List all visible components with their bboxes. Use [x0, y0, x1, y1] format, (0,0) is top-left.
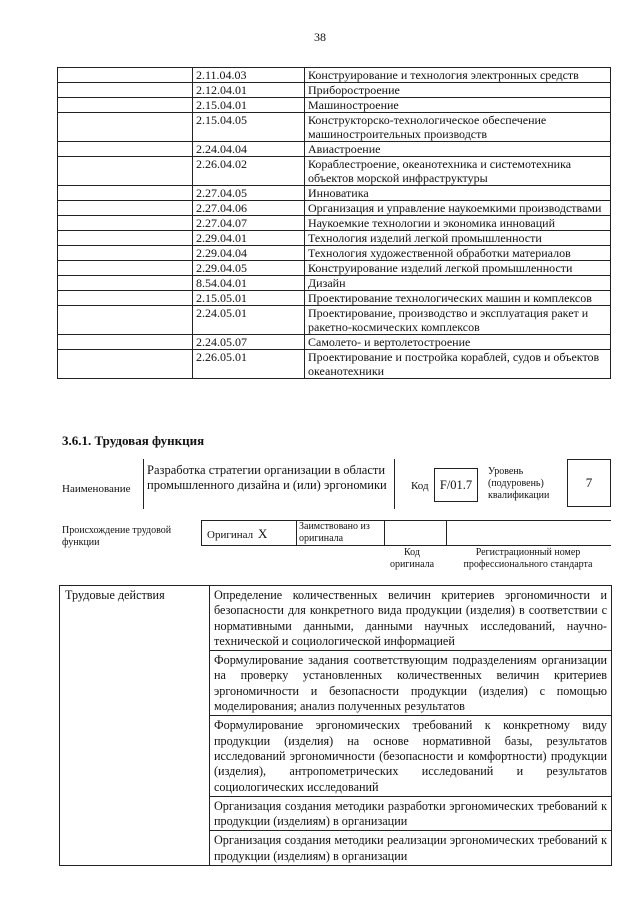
code-caption: Код оригинала: [389, 547, 435, 570]
table-row: [58, 98, 611, 113]
action-item: Организация создания методики разработки эргономических требований к продукции (изделиям) в организации: [210, 796, 612, 831]
program-code: 2.15.04.01: [193, 98, 305, 113]
actions-table: [59, 585, 612, 866]
empty-cell: [58, 291, 193, 306]
table-row: [58, 142, 611, 157]
empty-cell: [58, 157, 193, 186]
empty-cell: [58, 201, 193, 216]
program-name: Приборостроение: [305, 83, 611, 98]
table-row: [58, 201, 611, 216]
table-row: [58, 291, 611, 306]
reg-caption: Регистрационный номер профессионального стандарта: [463, 547, 593, 570]
program-code: 2.11.04.03: [193, 68, 305, 83]
program-code: 2.27.04.05: [193, 186, 305, 201]
table-row: [58, 350, 611, 379]
original-mark: X: [258, 526, 268, 541]
program-name: Проектирование и постройка кораблей, судов и объектов океанотехники: [305, 350, 611, 379]
program-code: 2.29.04.05: [193, 261, 305, 276]
table-row: [60, 586, 612, 651]
section-title: 3.6.1. Трудовая функция: [62, 433, 205, 448]
program-name: Авиастроение: [305, 142, 611, 157]
empty-cell: [58, 83, 193, 98]
original-label: Оригинал: [207, 529, 254, 541]
program-name: Конструкторско-технологическое обеспечение машиностроительных производств: [305, 113, 611, 142]
program-code: 2.29.04.01: [193, 231, 305, 246]
function-name: Разработка стратегии организации в области промышленного дизайна и (или) эргономики: [143, 459, 395, 509]
program-code: 2.27.04.06: [193, 201, 305, 216]
program-name: Технология изделий легкой промышленности: [305, 231, 611, 246]
program-name: Технология художественной обработки материалов: [305, 246, 611, 261]
level-label: Уровень (подуровень) квалификации: [488, 466, 550, 501]
program-code: 2.12.04.01: [193, 83, 305, 98]
action-item: Формулирование задания соответствующим подразделениям организации на проверку установленных количественных величин критериев эргономичности и безопасности продукции (изделия) с помощью моделирования; анализ полученных результатов: [210, 651, 612, 716]
empty-cell: [58, 186, 193, 201]
table-row: [58, 68, 611, 83]
program-code: 2.27.04.07: [193, 216, 305, 231]
borrowed-label: Заимствовано из оригинала: [299, 521, 370, 544]
program-code: 2.24.05.07: [193, 335, 305, 350]
table-row: [58, 246, 611, 261]
empty-cell: [58, 216, 193, 231]
empty-cell: [58, 246, 193, 261]
program-code: 2.26.05.01: [193, 350, 305, 379]
table-row: [58, 186, 611, 201]
program-name: Проектирование технологических машин и комплексов: [305, 291, 611, 306]
origin-label: Происхождение трудовой функции: [62, 525, 172, 548]
table-row: [58, 216, 611, 231]
program-code: 2.26.04.02: [193, 157, 305, 186]
empty-cell: [58, 276, 193, 291]
empty-cell: [58, 231, 193, 246]
program-code: 2.15.04.05: [193, 113, 305, 142]
table-row: [58, 83, 611, 98]
program-name: Дизайн: [305, 276, 611, 291]
program-name: Инноватика: [305, 186, 611, 201]
action-item: Определение количественных величин критериев эргономичности и безопасности для конкретного вида продукции (изделия) в соответствии с нормативными данными, данными научных исследований, научно-технической и социологической информацией: [210, 586, 612, 651]
program-name: Организация и управление наукоемкими производствами: [305, 201, 611, 216]
program-name: Проектирование, производство и эксплуатация ракет и ракетно-космических комплексов: [305, 306, 611, 335]
program-code: 2.24.04.04: [193, 142, 305, 157]
empty-cell: [58, 261, 193, 276]
table-row: [58, 113, 611, 142]
program-code: 2.29.04.04: [193, 246, 305, 261]
name-label: Наименование: [62, 483, 131, 495]
program-name: Кораблестроение, океанотехника и системотехника объектов морской инфраструктуры: [305, 157, 611, 186]
page-number: 38: [314, 30, 326, 44]
program-code: 2.15.05.01: [193, 291, 305, 306]
origin-code-cell: [385, 520, 611, 546]
actions-label: Трудовые действия: [60, 586, 210, 866]
empty-cell: [58, 68, 193, 83]
table-row: [58, 306, 611, 335]
table-row: [58, 157, 611, 186]
empty-cell: [58, 98, 193, 113]
program-code: 2.24.05.01: [193, 306, 305, 335]
code-label: Код: [411, 480, 429, 492]
empty-cell: [58, 335, 193, 350]
program-name: Самолето- и вертолетостроение: [305, 335, 611, 350]
function-code: F/01.7: [434, 468, 478, 502]
empty-cell: [58, 350, 193, 379]
table-row: [58, 276, 611, 291]
action-item: Организация создания методики реализации эргономических требований к продукции (изделиям) в организации: [210, 831, 612, 866]
table-row: [58, 231, 611, 246]
origin-divider: [446, 520, 447, 546]
codes-table: [57, 67, 611, 379]
empty-cell: [58, 142, 193, 157]
action-item: Формулирование эргономических требований к конкретному виду продукции (изделия) на основе нормативной базы, результатов исследований эргономичности (безопасности и комфортности) продукции (изделия), антропометрических исследований и результатов социологических исследований: [210, 716, 612, 796]
program-name: Наукоемкие технологии и экономика инноваций: [305, 216, 611, 231]
program-name: Машиностроение: [305, 98, 611, 113]
empty-cell: [58, 306, 193, 335]
program-name: Конструирование и технология электронных средств: [305, 68, 611, 83]
table-row: [58, 335, 611, 350]
table-row: [58, 261, 611, 276]
program-name: Конструирование изделий легкой промышленности: [305, 261, 611, 276]
empty-cell: [58, 113, 193, 142]
level-value: 7: [567, 459, 611, 507]
program-code: 8.54.04.01: [193, 276, 305, 291]
